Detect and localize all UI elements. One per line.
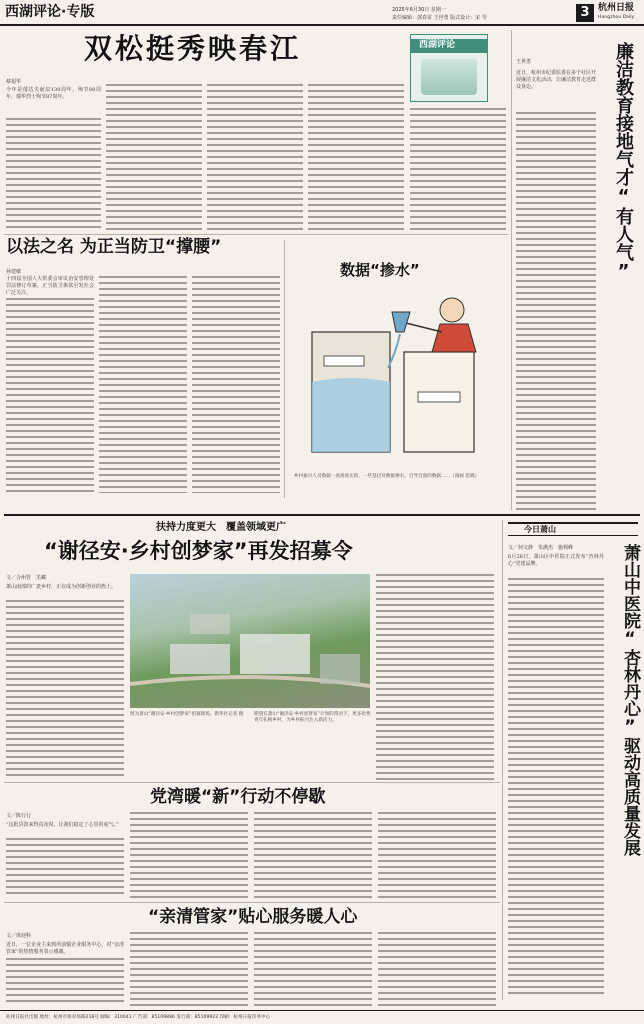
article-body-shuangsong-col5 xyxy=(410,108,506,230)
article-title-zhongyiyuan: 萧山中医院“杏林丹心”驱动高质量发展 xyxy=(620,544,640,856)
article-body-zhengdang-col2 xyxy=(99,276,187,493)
article-body-dangwan-col4 xyxy=(378,812,496,898)
cartoon-illustration xyxy=(292,282,506,470)
masthead: 杭州日报 xyxy=(598,3,635,13)
article-lead-zhengdang: 十四届全国人大常委会审议治安管理处罚法修订草案，正当防卫条款引发社会广泛关注。 xyxy=(6,276,94,296)
article-body-qinqing-col1 xyxy=(6,958,124,1006)
today-xiaoshan-text: 今日萧山 xyxy=(524,525,556,534)
article-body-dangwan-col1 xyxy=(6,838,124,898)
cartoon-svg xyxy=(292,282,506,470)
article-author-shuangsong: 蔡福华 xyxy=(6,79,22,85)
article-lead-chuangmengjia: 萧山南部的广袤乡村，正在成为创新创业的热土。 xyxy=(6,584,117,590)
article-body-zhengdang-col1 xyxy=(6,298,94,493)
page-number-box xyxy=(576,4,594,22)
article-author-zhengdang: 孙建敏 xyxy=(6,269,22,275)
article-body-zhengdang-col3 xyxy=(192,276,280,493)
page-footer xyxy=(0,1010,644,1024)
xihu-comment-box xyxy=(410,34,488,102)
divider-lower xyxy=(4,782,500,783)
article-body-chuangmengjia-col1 xyxy=(6,600,124,780)
article-author-dangwan: 文／陈行行 xyxy=(6,813,32,819)
editors-line: 责任编辑：郭春雷 王世勇 版式设计：宋 莹 xyxy=(392,15,487,21)
section-title: 西湖评论·专版 xyxy=(5,4,95,20)
article-photo-caption: 图为萧山“谢径安·乡村创梦家”招募现场。新华社记者 摄 xyxy=(130,712,244,717)
article-body-dangwan-col3 xyxy=(254,812,372,898)
date-line: 2025年6月30日 星期一 xyxy=(392,7,446,13)
article-title-dangwan: 党湾暖“新”行动不停歇 xyxy=(150,787,326,807)
article-title-chuangmengjia: “谢径安·乡村创梦家”再发招募令 xyxy=(44,539,353,563)
aerial-photo-svg xyxy=(130,574,370,708)
article-title-shuangsong: 双松挺秀映春江 xyxy=(84,32,302,65)
article-body-zhongyiyuan xyxy=(508,578,604,996)
article-author-lianjie: 王世勇 xyxy=(516,59,532,65)
divider-top xyxy=(4,234,508,235)
article-title-lianjie: 廉洁教育接地气才“有人气” xyxy=(613,42,634,282)
cartoon-caption: 乡村振兴人员数据一查准真实的，一些基层对数据掺水，自导自演的数据……（漫画 范晓） xyxy=(294,474,480,479)
article-body-shuangsong-col4 xyxy=(308,84,404,230)
article-photo-caption-2: 期望在萧山“谢径安·乡村创梦家”计划的带动下，更多优秀青年扎根乡村，为乡村振兴注入新活力。 xyxy=(254,712,371,723)
article-body-shuangsong-col1 xyxy=(6,118,101,230)
footer-text: 杭州日报社出版 地址：杭州市体育场路218号 邮编：310041 广告部：85109886 发行部：85109922 印刷：杭州日报印务中心 xyxy=(6,1015,271,1020)
article-lead-shuangsong: 今年是郁达夫诞辰130周年、殉节80周年，郁华烈士殉节87周年。 xyxy=(6,87,101,100)
today-xiaoshan-label xyxy=(508,522,638,536)
article-title-qinqing: “亲清管家”贴心服务暖人心 xyxy=(148,907,358,927)
xihu-box-title: 西湖评论 xyxy=(419,40,456,50)
masthead-en: Hangzhou Daily xyxy=(598,15,635,20)
divider-middle xyxy=(4,514,640,516)
article-lead-dangwan: “这批货款来得真及时，让我们稳定了心里的底气。” xyxy=(6,822,119,828)
article-author-chuangmengjia: 文／合州管 芜藏 xyxy=(6,575,47,581)
page-header xyxy=(0,0,644,26)
article-body-qinqing-col4 xyxy=(378,932,496,1006)
article-author-qinqing: 文／徐迎科 xyxy=(6,933,32,939)
right-lower-divider xyxy=(502,520,503,1000)
article-author-zhongyiyuan: 文／何文静 朱满杰 施利峰 xyxy=(508,545,574,551)
article-title-zhengdang: 以法之名 为正当防卫“撑腰” xyxy=(6,237,222,257)
article-lead-lianjie: 近日，杭州市纪委监委在多个社区开展廉洁文化活动，让廉洁教育走近群众身边。 xyxy=(516,70,597,90)
cartoon-title: 数据“掺水” xyxy=(340,261,420,279)
right-column-divider xyxy=(511,30,512,510)
page-number: 3 xyxy=(580,5,590,20)
article-lead-zhongyiyuan: 6月26日，萧山区中医院正式发布“杏林丹心”党建品牌。 xyxy=(508,554,604,567)
comic-divider xyxy=(284,240,285,498)
article-body-qinqing-col2 xyxy=(130,932,248,1006)
article-lead-qinqing: 近日，一位企业主来到所前镇企业服务中心，对“亲清管家”的热情服务表示感谢。 xyxy=(6,942,124,955)
article-body-qinqing-col3 xyxy=(254,932,372,1006)
article-body-shuangsong-col2 xyxy=(106,84,202,230)
xihu-box-illustration xyxy=(421,59,477,95)
article-kicker-chuangmengjia: 扶持力度更大 覆盖领域更广 xyxy=(156,522,286,533)
divider-bottom xyxy=(4,902,500,903)
article-body-dangwan-col2 xyxy=(130,812,248,898)
article-photo-chuangmengjia xyxy=(130,574,370,708)
article-body-shuangsong-col3 xyxy=(207,84,303,230)
article-body-chuangmengjia-col2 xyxy=(376,574,494,780)
article-body-lianjie xyxy=(516,112,596,510)
